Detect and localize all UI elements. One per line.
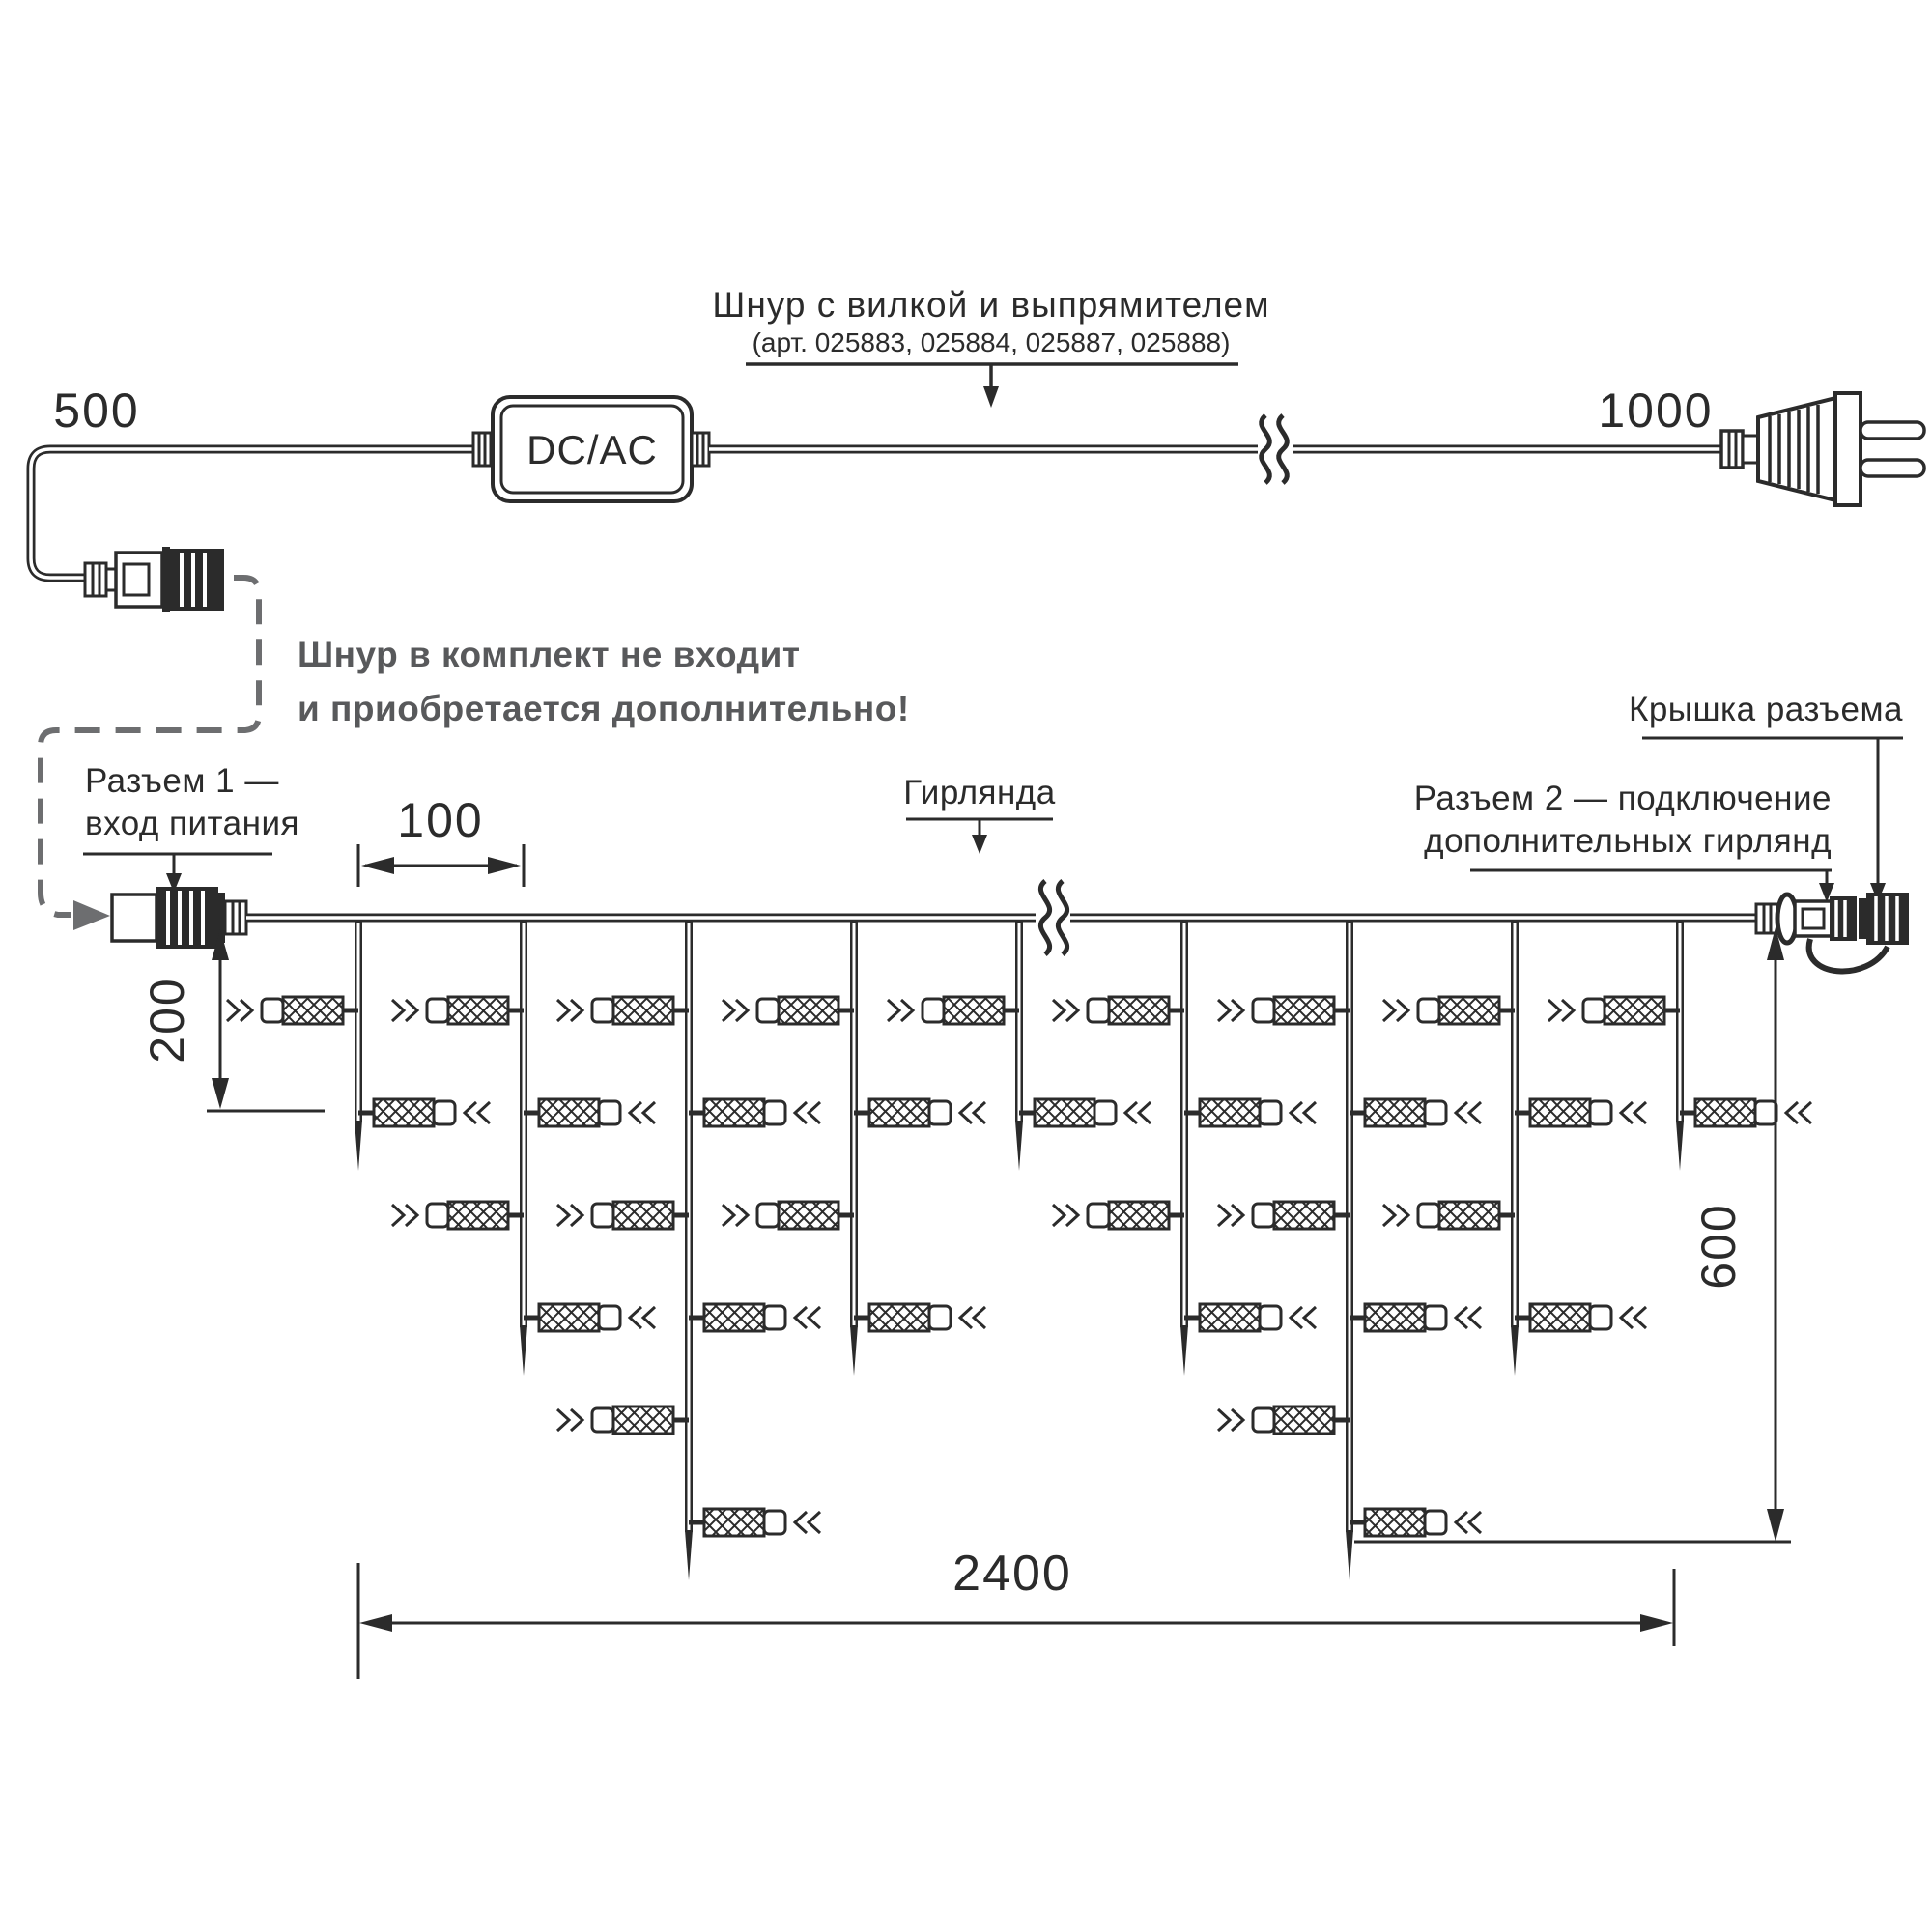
bulb-cap [1590,1306,1611,1329]
bulb-cap [757,999,779,1022]
adapter-left-nub [473,433,491,466]
plug-face [1835,393,1861,505]
dashed-connection-path [41,578,259,930]
light-direction-chevron-icon [1383,1205,1395,1226]
bulb-cap [1425,1511,1446,1534]
led-bulb [1680,1099,1811,1126]
bulb-body [613,1406,673,1434]
led-bulb [689,1304,820,1331]
led-bulb [392,997,524,1024]
led-bulb [1515,1304,1646,1331]
led-bulb [358,1099,490,1126]
light-direction-chevron-icon [974,1307,985,1328]
bulb-cap [764,1306,785,1329]
led-bulb [689,1509,820,1536]
light-direction-chevron-icon [736,1000,748,1021]
led-bulb [723,1202,854,1229]
led-bulb [1350,1099,1481,1126]
light-direction-chevron-icon [1469,1307,1481,1328]
bulb-body [613,1202,673,1229]
bulb-body [374,1099,434,1126]
light-direction-chevron-icon [809,1102,820,1123]
bulb-body [1605,997,1664,1024]
bulb-body [1274,997,1334,1024]
led-bulb [888,997,1019,1024]
bulb-body [779,1202,838,1229]
drop-tip [355,1121,362,1171]
dim-arrowhead [1767,1509,1784,1542]
light-direction-chevron-icon [795,1307,807,1328]
light-direction-chevron-icon [1800,1102,1811,1123]
led-bulb [1053,997,1184,1024]
drop-tip [520,1325,527,1376]
bulb-cap [1253,1204,1274,1227]
light-direction-chevron-icon [571,1409,582,1431]
light-direction-chevron-icon [557,1409,569,1431]
drop-tip [1015,1121,1023,1171]
dim-arrowhead [359,1614,392,1632]
cord-left-loop [31,449,489,578]
led-bulb [854,1099,985,1126]
light-direction-chevron-icon [809,1307,820,1328]
bulb-cap [1755,1101,1776,1124]
light-direction-chevron-icon [795,1102,807,1123]
light-direction-chevron-icon [1066,1000,1078,1021]
bulb-body [539,1099,599,1126]
light-direction-chevron-icon [227,1000,239,1021]
adapter-label: DC/AC [526,427,658,472]
light-direction-chevron-icon [1218,1409,1230,1431]
bulb-cap [764,1511,785,1534]
bulb-body [704,1509,764,1536]
note-line1: Шнур в комплект не входит [298,635,801,674]
garland-arrowhead [972,835,987,854]
plug-prong [1861,460,1924,476]
dim-arrowhead [361,857,394,874]
bulb-cap [592,1204,613,1227]
light-direction-chevron-icon [557,1000,569,1021]
bulb-cap [599,1101,620,1124]
led-bulb [1350,1304,1481,1331]
bulb-cap [1425,1101,1446,1124]
cord-output-connector [85,547,224,612]
drop-tip [1511,1325,1519,1376]
bulb-body [283,997,343,1024]
light-direction-chevron-icon [392,1000,404,1021]
led-bulb [227,997,358,1024]
dim-100-text: 100 [397,793,484,847]
light-direction-chevron-icon [406,1205,417,1226]
bulb-body [1035,1099,1094,1126]
light-direction-chevron-icon [1232,1000,1243,1021]
bulb-cap [1253,999,1274,1022]
light-direction-chevron-icon [478,1102,490,1123]
light-direction-chevron-icon [1304,1102,1316,1123]
light-direction-chevron-icon [557,1205,569,1226]
light-direction-chevron-icon [1291,1307,1302,1328]
bulb-cap [757,1204,779,1227]
garland-drop-1 [227,921,490,1171]
bulb-cap [1590,1101,1611,1124]
light-direction-chevron-icon [571,1000,582,1021]
led-bulb [1383,1202,1515,1229]
bulb-body [704,1304,764,1331]
light-direction-chevron-icon [1291,1102,1302,1123]
note-line2: и приобретается дополнительно! [298,689,910,728]
garland-input-connector [112,887,246,949]
light-direction-chevron-icon [1053,1205,1065,1226]
light-direction-chevron-icon [736,1205,748,1226]
bulb-body [1274,1202,1334,1229]
led-bulb [1218,1202,1350,1229]
light-direction-chevron-icon [1383,1000,1395,1021]
light-direction-chevron-icon [630,1102,641,1123]
led-bulb [392,1202,524,1229]
bulb-body [1365,1509,1425,1536]
light-direction-chevron-icon [809,1512,820,1533]
led-bulb [1218,997,1350,1024]
led-bulb [1548,997,1680,1024]
led-bulb [524,1099,655,1126]
bulb-body [613,997,673,1024]
light-direction-chevron-icon [1232,1409,1243,1431]
bulb-body [869,1304,929,1331]
light-direction-chevron-icon [723,1000,734,1021]
connector-cap [1859,893,1909,945]
bulb-cap [1418,1204,1439,1227]
dim-arrowhead [212,1078,229,1109]
dashed-arrowhead-icon [73,900,110,930]
light-direction-chevron-icon [1456,1102,1467,1123]
bulb-body [448,997,508,1024]
bulb-cap [1088,1204,1109,1227]
light-direction-chevron-icon [1218,1205,1230,1226]
light-direction-chevron-icon [1469,1102,1481,1123]
bulb-body [1439,997,1499,1024]
light-direction-chevron-icon [1397,1205,1408,1226]
light-direction-chevron-icon [406,1000,417,1021]
light-direction-chevron-icon [960,1307,972,1328]
bulb-cap [1425,1306,1446,1329]
light-direction-chevron-icon [1397,1000,1408,1021]
bulb-body [1109,1202,1169,1229]
garland-drop-6 [1053,921,1316,1376]
drop-tip [850,1325,858,1376]
wire-break-icon [1058,881,1066,954]
bulb-body [448,1202,508,1229]
cord-break-icon [1279,415,1288,483]
cord-title-arrowhead [983,386,999,408]
led-bulb [689,1099,820,1126]
bulb-cap [1583,999,1605,1022]
light-direction-chevron-icon [1456,1512,1467,1533]
light-direction-chevron-icon [241,1000,252,1021]
garland-drop-2 [392,921,655,1376]
led-bulb [1184,1304,1316,1331]
led-bulb [1383,997,1515,1024]
light-direction-chevron-icon [1304,1307,1316,1328]
bulb-cap [1260,1101,1281,1124]
bulb-body [1439,1202,1499,1229]
bulb-cap [427,1204,448,1227]
bulb-cap [434,1101,455,1124]
led-bulb [854,1304,985,1331]
led-bulb [1053,1202,1184,1229]
power-cord-assembly [31,285,1924,612]
light-direction-chevron-icon [1218,1000,1230,1021]
bulb-cap [592,1408,613,1432]
led-bulb [1350,1509,1481,1536]
light-direction-chevron-icon [1469,1512,1481,1533]
light-direction-chevron-icon [571,1205,582,1226]
light-direction-chevron-icon [465,1102,476,1123]
connector1-label-line2: вход питания [85,805,299,842]
cap-label: Крышка разъема [1628,691,1903,728]
bulb-body [704,1099,764,1126]
bulb-body [1365,1304,1425,1331]
bulb-body [1365,1099,1425,1126]
bulb-cap [1088,999,1109,1022]
bulb-cap [427,999,448,1022]
dim-arrowhead [1640,1614,1673,1632]
drop-tip [1180,1325,1188,1376]
bulb-body [779,997,838,1024]
bulb-cap [929,1101,951,1124]
bulb-body [539,1304,599,1331]
light-direction-chevron-icon [901,1000,913,1021]
led-bulb [524,1304,655,1331]
light-direction-chevron-icon [960,1102,972,1123]
light-direction-chevron-icon [1634,1307,1646,1328]
light-direction-chevron-icon [1786,1102,1798,1123]
light-direction-chevron-icon [1232,1205,1243,1226]
led-bulb [1218,1406,1350,1434]
light-direction-chevron-icon [1621,1102,1633,1123]
dim-arrowhead [488,857,521,874]
not-included-note [298,635,910,728]
garland-assembly [112,881,1909,1580]
light-direction-chevron-icon [1139,1102,1151,1123]
dimension-2400 [358,1546,1674,1679]
light-direction-chevron-icon [723,1205,734,1226]
led-bulb [557,1202,689,1229]
cord-title: Шнур с вилкой и выпрямителем [712,285,1270,325]
cord-to-plug [709,415,1721,483]
connector2-label-line1: Разъем 2 — подключение [1413,780,1832,817]
bulb-body [1200,1099,1260,1126]
drop-tip [1676,1121,1684,1171]
light-direction-chevron-icon [1562,1000,1574,1021]
connector2-label-line2: дополнительных гирлянд [1424,822,1832,860]
light-direction-chevron-icon [974,1102,985,1123]
led-bulb [1515,1099,1646,1126]
light-direction-chevron-icon [1066,1205,1078,1226]
plug-prong [1861,422,1924,439]
connector1-label-line1: Разъем 1 — [85,762,279,800]
bulb-body [1109,997,1169,1024]
mains-plug [1721,393,1924,505]
light-direction-chevron-icon [392,1205,404,1226]
dim-200-text: 200 [140,977,194,1064]
bulb-cap [1260,1306,1281,1329]
light-direction-chevron-icon [795,1512,807,1533]
light-direction-chevron-icon [1621,1307,1633,1328]
light-direction-chevron-icon [643,1307,655,1328]
led-bulb [1019,1099,1151,1126]
garland-label: Гирлянда [903,774,1056,811]
cord-subtitle: (арт. 025883, 025884, 025887, 025888) [752,327,1231,357]
dim-500: 500 [53,384,140,438]
led-bulb [723,997,854,1024]
bulb-cap [1094,1101,1116,1124]
bulb-body [869,1099,929,1126]
drop-tip [685,1530,693,1580]
bulb-body [1274,1406,1334,1434]
dim-2400-text: 2400 [952,1546,1072,1602]
light-direction-chevron-icon [1456,1307,1467,1328]
bulb-body [1695,1099,1755,1126]
garland-drop-5 [888,921,1151,1171]
light-direction-chevron-icon [643,1102,655,1123]
wire-break-icon [1040,881,1049,954]
light-direction-chevron-icon [1548,1000,1560,1021]
dcac-adapter [473,397,709,501]
bulb-body [1530,1099,1590,1126]
bulb-body [1200,1304,1260,1331]
garland-drops [227,921,1811,1580]
dim-600-text: 600 [1691,1203,1746,1290]
drop-tip [1346,1530,1353,1580]
adapter-right-nub [692,433,709,466]
bulb-cap [1253,1408,1274,1432]
light-direction-chevron-icon [1125,1102,1137,1123]
light-direction-chevron-icon [1053,1000,1065,1021]
bulb-cap [599,1306,620,1329]
bulb-cap [262,999,283,1022]
bulb-cap [592,999,613,1022]
bulb-body [1530,1304,1590,1331]
light-direction-chevron-icon [630,1307,641,1328]
bulb-body [944,997,1004,1024]
led-bulb [1184,1099,1316,1126]
dimension-100 [358,793,524,887]
led-bulb [557,997,689,1024]
led-bulb [557,1406,689,1434]
bulb-cap [923,999,944,1022]
light-direction-chevron-icon [888,1000,899,1021]
light-direction-chevron-icon [1634,1102,1646,1123]
bulb-cap [929,1306,951,1329]
dim-1000: 1000 [1598,384,1714,438]
garland-main-wire [246,881,1758,954]
cord-break-icon [1262,415,1270,483]
bulb-cap [764,1101,785,1124]
bulb-cap [1418,999,1439,1022]
